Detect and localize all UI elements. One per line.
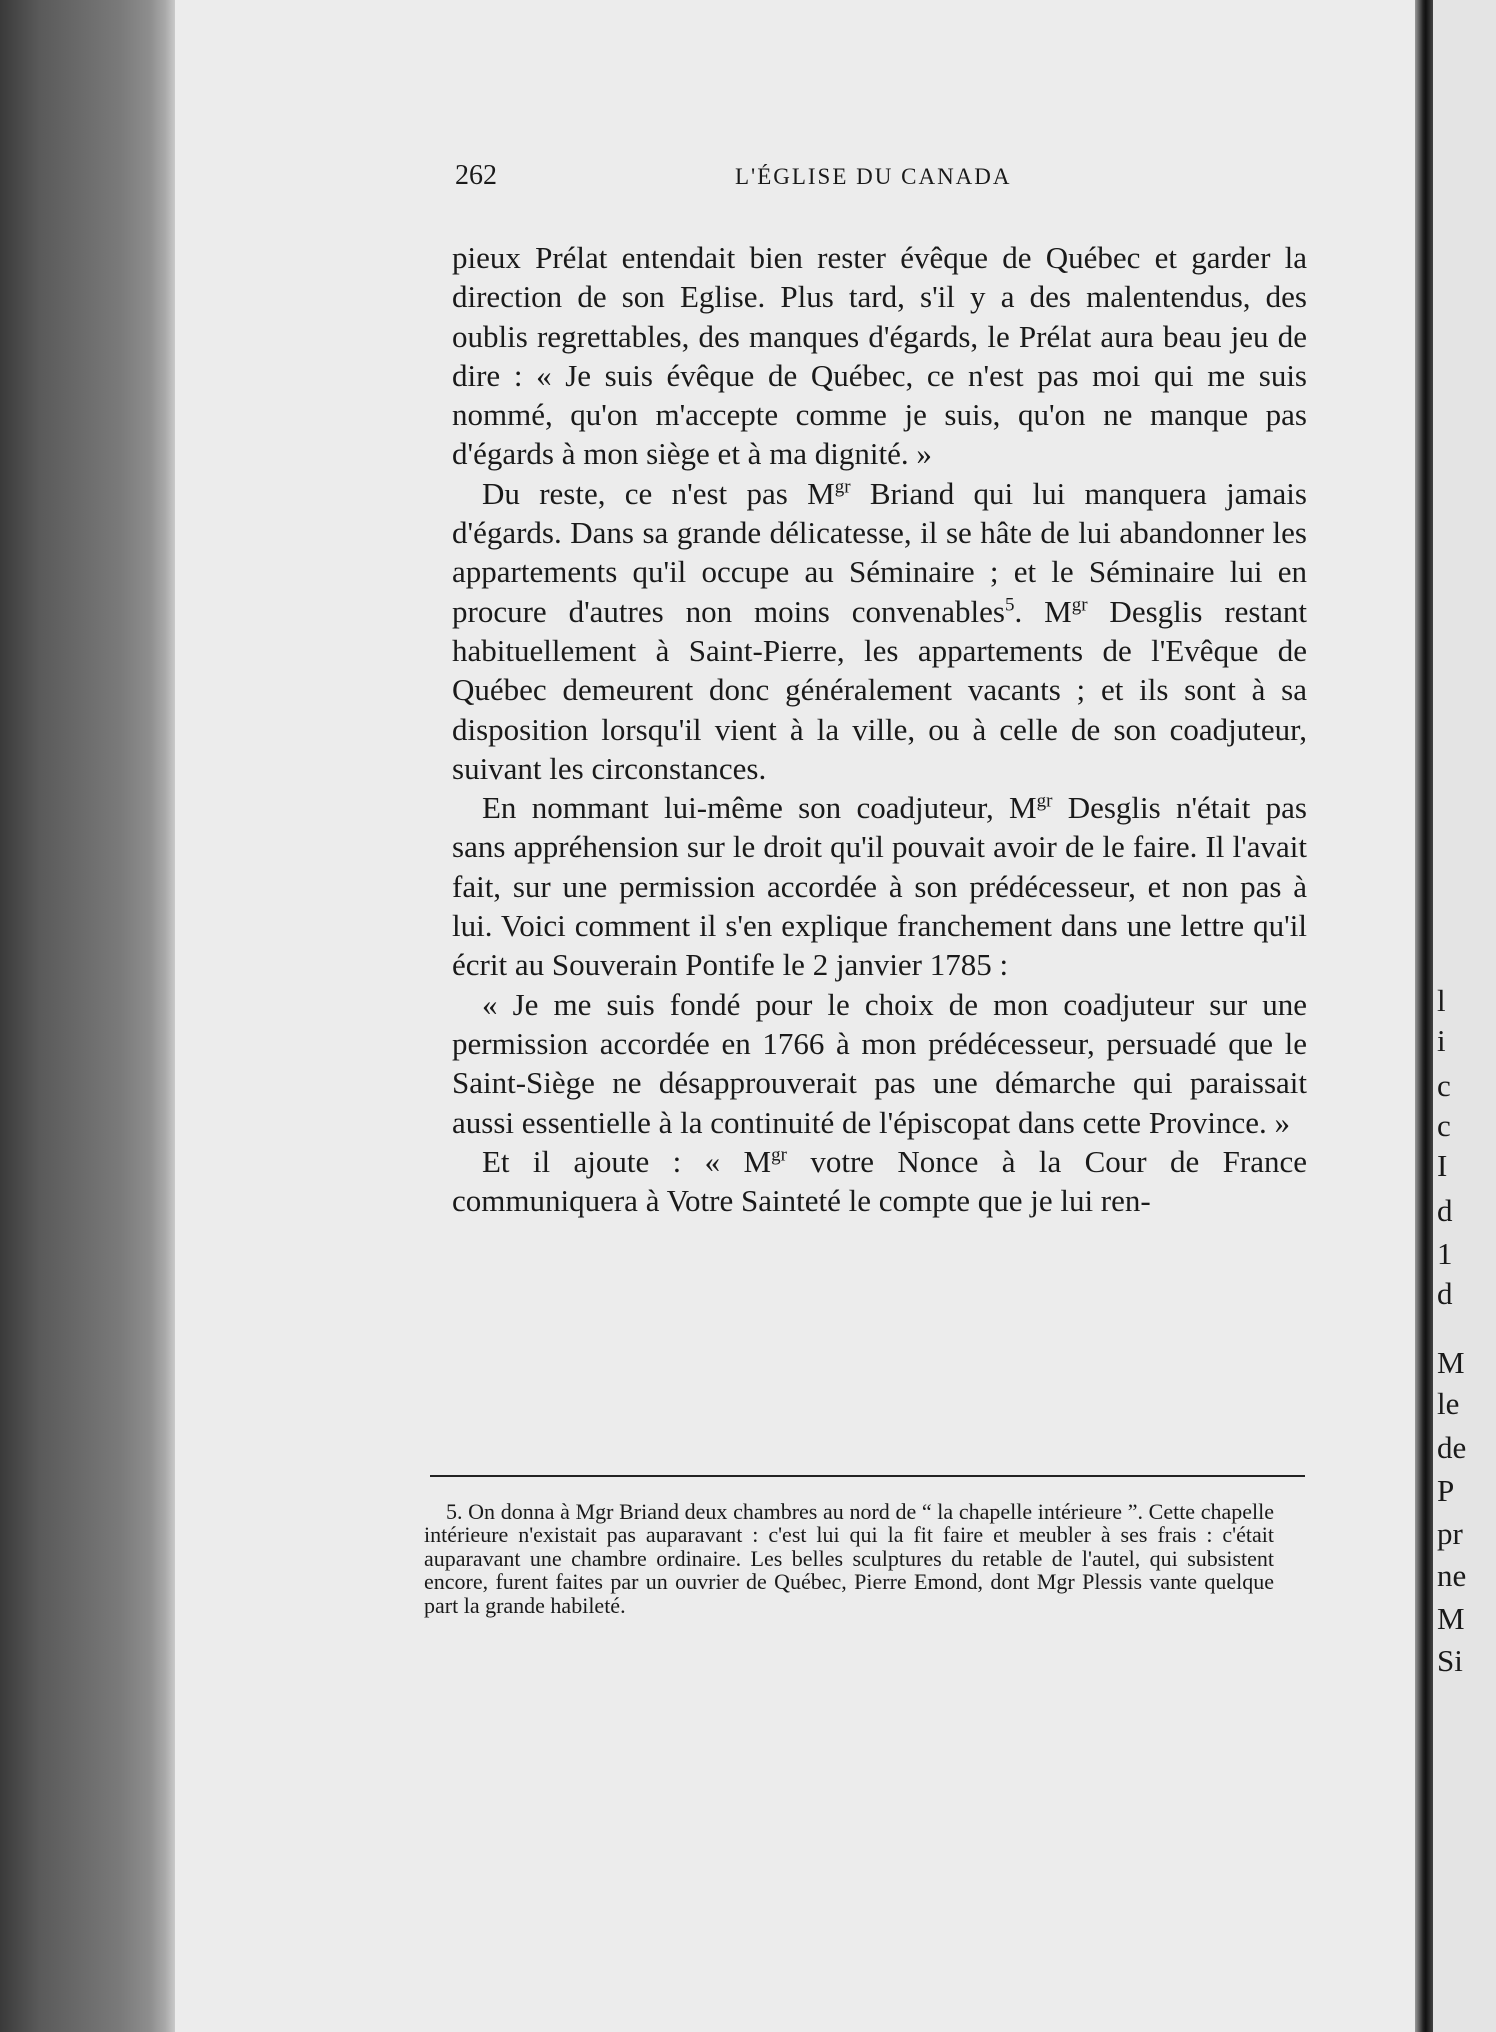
superscript-mgr: gr <box>771 1144 787 1166</box>
paragraph-2-text-c: . M <box>1014 593 1072 629</box>
neighbor-page-fragment: pr <box>1437 1516 1463 1551</box>
neighbor-page <box>1433 0 1496 2032</box>
paragraph-3-text-a: En nommant lui-même son coadjuteur, M <box>482 790 1037 826</box>
paragraph-3-text-b: Desglis n'était pas sans appréhension sur le droit qu'il pouvait avoir de le faire. Il l'avait fait, sur une permission accordée à son prédécesseur, et non pas à lui. Voici comment il s'en explique franchement dans une lettre qu'il écrit au Souverain Pontife le 2 janvier 1785 : <box>452 790 1307 983</box>
footnote-text: On donna à Mgr Briand deux chambres au nord de “ la chapelle intérieure ”. Cette chapelle intérieure n'existait pas auparavant : c'est lui qui la fit faire et meubler à ses frais : c'était auparavant une chambre ordinaire. Les belles sculptures du retable de l'autel, qui subsistent encore, furent faites par un ouvrier de Québec, Pierre Emond, dont Mgr Plessis vante quelque part la grande habileté. <box>424 1499 1275 1618</box>
footnote-rule <box>430 1475 1305 1477</box>
paragraph-1-text: pieux Prélat entendait bien rester évêque de Québec et garder la direction de son Eglise. Plus tard, s'il y a des malentendus, des oublis regrettables, des manques d'égards, le Prélat aura beau jeu de dire : « Je suis évêque de Québec, ce n'est pas moi qui me suis nommé, qu'on m'accepte comme je suis, qu'on ne manque pas d'égards à mon siège et à ma dignité. » <box>452 240 1307 472</box>
neighbor-page-fragment: de <box>1437 1430 1467 1465</box>
paragraph-5 <box>452 1142 1307 1221</box>
neighbor-page-fragment: M <box>1437 1345 1465 1380</box>
footnote-ref-5: 5 <box>1004 594 1015 616</box>
running-title: L'ÉGLISE DU CANADA <box>735 164 1012 189</box>
superscript-mgr: gr <box>1071 594 1088 616</box>
paragraph-1 <box>452 238 1307 474</box>
neighbor-page-fragment: ne <box>1437 1558 1467 1593</box>
quotation-paragraph <box>452 985 1307 1142</box>
neighbor-page-fragment: d <box>1437 1276 1453 1311</box>
paragraph-5-text-b: votre Nonce à la Cour de France communiquera à Votre Sainteté le compte que je lui ren- <box>452 1143 1307 1219</box>
neighbor-page-fragment: c <box>1437 1108 1451 1143</box>
neighbor-page-fragment: 1 <box>1437 1236 1453 1271</box>
superscript-mgr: gr <box>834 476 851 498</box>
superscript-mgr: gr <box>1036 790 1053 812</box>
neighbor-page-fragment: l <box>1437 983 1446 1018</box>
paragraph-2-text-a: Du reste, ce n'est pas M <box>482 475 835 511</box>
paragraph-5-text-a: Et il ajoute : « M <box>482 1143 772 1179</box>
neighbor-page-fragment: le <box>1437 1386 1460 1421</box>
neighbor-page-fragment: i <box>1437 1023 1446 1058</box>
neighbor-page-fragment: I <box>1437 1148 1448 1183</box>
running-head <box>455 160 1315 200</box>
footnote <box>424 1500 1274 1617</box>
book-gutter-shadow <box>0 0 175 2032</box>
neighbor-page-fragment: M <box>1437 1601 1465 1636</box>
page-divider-shadow <box>1415 0 1433 2032</box>
body-text <box>452 238 1307 1220</box>
quotation-text: « Je me suis fondé pour le choix de mon coadjuteur sur une permission accordée en 1766 à mon prédécesseur, persuadé que le Saint-Siège ne désapprouverait pas une démarche qui paraissait aussi essentielle à la continuité de l'épiscopat dans cette Province. » <box>452 986 1307 1140</box>
neighbor-page-fragment: P <box>1437 1473 1455 1508</box>
page-number: 262 <box>455 160 497 191</box>
paragraph-3 <box>452 788 1307 984</box>
paragraph-2 <box>452 474 1307 788</box>
neighbor-page-fragment: c <box>1437 1068 1451 1103</box>
paragraph-2-text-b: Briand qui lui manquera jamais d'égards. Dans sa grande délicatesse, il se hâte de lui abandonner les appartements qu'il occupe au Séminaire ; et le Séminaire lui en procure d'autres non moins convenables <box>452 475 1307 629</box>
paragraph-2-text-d: Desglis restant habituellement à Saint-Pierre, les appartements de l'Evêque de Québec demeurent donc généralement vacants ; et ils sont à sa disposition lorsqu'il vient à la ville, ou à celle de son coadjuteur, suivant les circonstances. <box>452 593 1307 786</box>
neighbor-page-fragment: Si <box>1437 1643 1463 1678</box>
neighbor-page-fragment: d <box>1437 1193 1453 1228</box>
footnote-number: 5. <box>446 1499 463 1524</box>
